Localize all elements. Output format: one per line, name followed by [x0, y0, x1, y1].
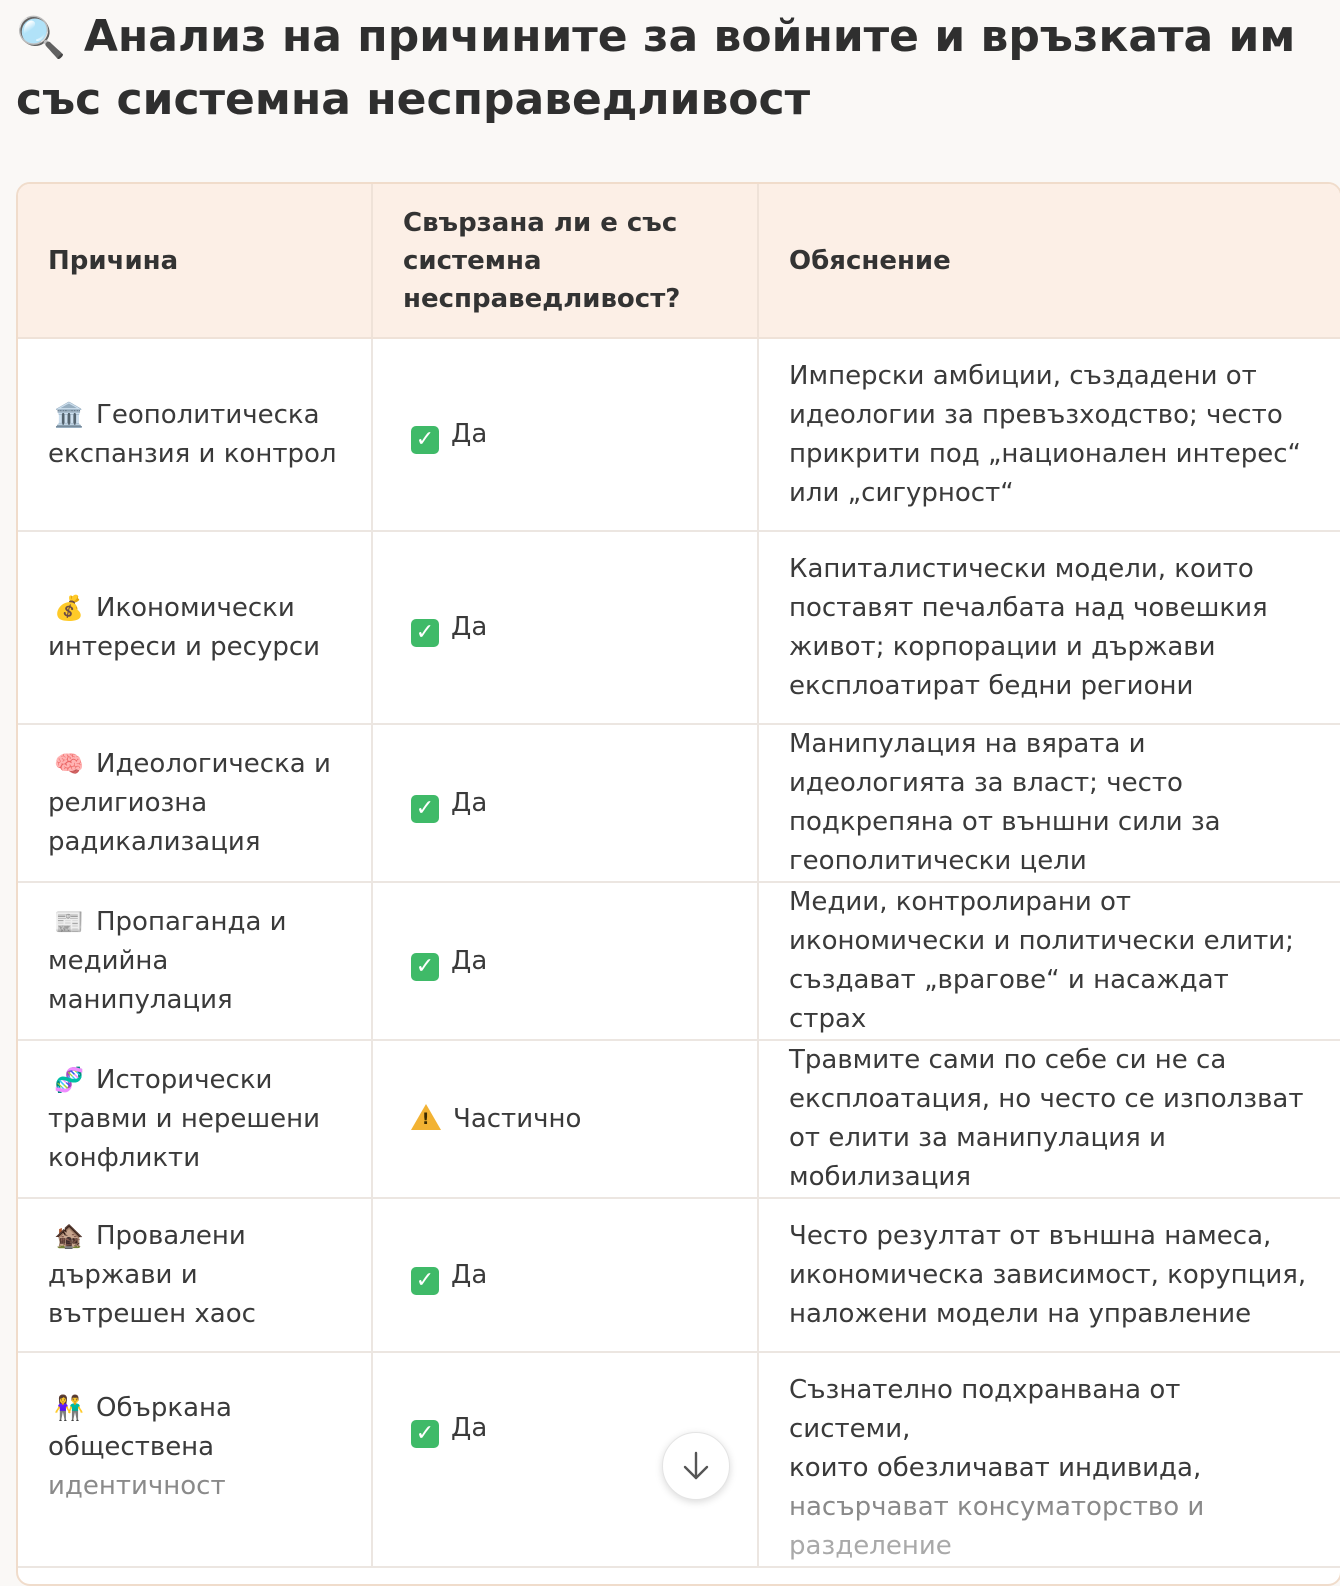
explanation-cell [758, 1352, 1340, 1567]
scroll-down-button[interactable] [662, 1432, 730, 1500]
check-mark-icon: ✓ [411, 1267, 439, 1295]
dna-icon: 🧬 [54, 1065, 84, 1094]
explanation-cell: Травмите сами по себе си не са експлоатация, но често се използват от елити за манипулация и мобилизация [758, 1040, 1340, 1198]
check-mark-icon: ✓ [411, 426, 439, 454]
status-cell [372, 531, 758, 724]
table-row [18, 882, 1340, 1040]
explanation-line: насърчават консуматорство и [789, 1492, 1205, 1522]
warning-icon [411, 1104, 441, 1130]
magnifier-icon: 🔍 [16, 15, 66, 61]
status-text: Частично [453, 1103, 582, 1134]
page-title-text: Анализ на причините за войните и връзката им със системна несправедливост [16, 11, 1296, 125]
table-row [18, 338, 1340, 531]
cause-text: Пропаганда и медийна манипулация [48, 906, 287, 1015]
newspaper-icon: 📰 [54, 907, 84, 936]
cause-text-line: Объркана [96, 1393, 232, 1423]
brain-icon: 🧠 [54, 749, 84, 778]
causes-table [16, 182, 1340, 1586]
cause-text: Икономически интереси и ресурси [48, 592, 321, 662]
cause-cell [18, 338, 372, 531]
header-cause: Причина [18, 184, 372, 338]
check-mark-icon: ✓ [411, 953, 439, 981]
status-text: Да [451, 1259, 488, 1290]
status-cell [372, 338, 758, 531]
explanation-cell: Медии, контролирани от икономически и политически елити; създават „врагове“ и насаждат страх [758, 882, 1340, 1040]
table-row [18, 1198, 1340, 1352]
explanation-line: които обезличават индивида, [789, 1453, 1202, 1483]
explanation-cell: Често резултат от външна намеса, икономическа зависимост, корупция, наложени модели на управление [758, 1198, 1340, 1352]
couple-icon: 👫 [54, 1394, 84, 1422]
table-row [18, 724, 1340, 882]
explanation-cell: Капиталистически модели, които поставят печалбата над човешкия живот; корпорации и държави експлоатират бедни региони [758, 531, 1340, 724]
cause-text-line: обществена [48, 1432, 215, 1462]
explanation-cell: Имперски амбиции, създадени от идеологии за превъзходство; често прикрити под „национален интерес“ или „сигурност“ [758, 338, 1340, 531]
status-text: Да [451, 419, 488, 449]
status-cell [372, 724, 758, 882]
explanation-line: разделение [789, 1531, 952, 1561]
status-text: Да [451, 945, 488, 976]
explanation-line: Съзнателно подхранвана от системи, [789, 1375, 1181, 1444]
header-explanation: Обяснение [758, 184, 1340, 338]
table-row [18, 1040, 1340, 1198]
status-text: Да [451, 787, 488, 818]
derelict-house-icon: 🏚️ [54, 1221, 84, 1250]
cause-cell [18, 1040, 372, 1198]
cause-cell [18, 882, 372, 1040]
cause-text: Геополитическа експанзия и контрол [48, 399, 337, 469]
cause-text: Идеологическа и религиозна радикализация [48, 748, 331, 857]
check-mark-icon: ✓ [411, 1420, 439, 1448]
check-mark-icon: ✓ [411, 795, 439, 823]
cause-text: Исторически травми и нерешени конфликти [48, 1064, 321, 1173]
table-row [18, 531, 1340, 724]
status-cell [372, 1040, 758, 1198]
cause-cell [18, 724, 372, 882]
status-text: Да [451, 1413, 488, 1443]
status-cell [372, 882, 758, 1040]
status-text: Да [451, 612, 488, 642]
cause-text: Провалени държави и вътрешен хаос [48, 1220, 256, 1329]
cause-cell [18, 1352, 372, 1567]
arrow-down-icon [682, 1451, 710, 1481]
money-bag-icon: 💰 [54, 593, 84, 622]
page-title [16, 6, 1316, 131]
cause-text-line: идентичност [48, 1471, 226, 1501]
cause-cell [18, 1198, 372, 1352]
check-mark-icon: ✓ [411, 619, 439, 647]
classical-building-icon: 🏛️ [54, 400, 84, 429]
status-cell [372, 1198, 758, 1352]
table-header-row [18, 184, 1340, 338]
cause-cell [18, 531, 372, 724]
header-related: Свързана ли е със системна несправедливост? [372, 184, 758, 338]
explanation-cell: Манипулация на вярата и идеологията за власт; често подкрепяна от външни сили за геополитически цели [758, 724, 1340, 882]
